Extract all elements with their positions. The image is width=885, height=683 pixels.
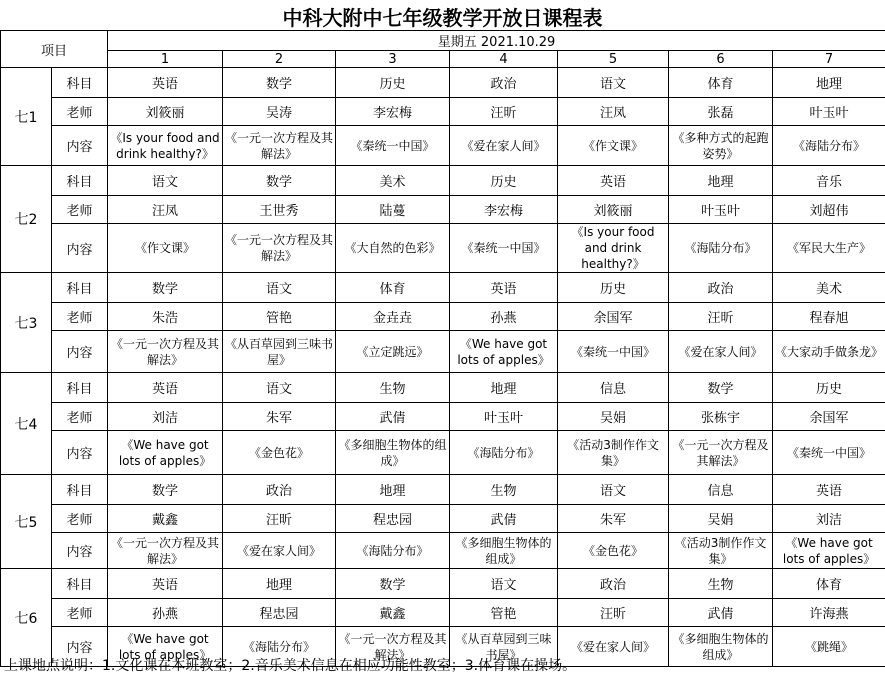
schedule-table — [0, 30, 885, 667]
subject-cell: 美术 — [336, 166, 450, 196]
subject-cell: 数学 — [223, 68, 336, 98]
content-cell: 《We have got lots of apples》 — [108, 627, 223, 667]
teacher-cell: 汪凤 — [108, 196, 223, 224]
subject-cell: 地理 — [223, 569, 336, 599]
subject-cell: 语文 — [223, 273, 336, 303]
field-label-teacher: 老师 — [52, 403, 108, 431]
teacher-cell: 汪昕 — [223, 505, 336, 533]
content-cell: 《立定跳远》 — [336, 331, 450, 373]
class-4-contents-row — [1, 431, 885, 475]
class-5-subjects-row — [1, 475, 885, 505]
subject-cell: 政治 — [669, 273, 773, 303]
teacher-cell: 李宏梅 — [450, 196, 558, 224]
teacher-cell: 叶玉叶 — [773, 98, 885, 126]
content-cell: 《作文课》 — [108, 224, 223, 273]
teacher-cell: 汪昕 — [450, 98, 558, 126]
header-row-date — [1, 31, 885, 51]
content-cell: 《金色花》 — [558, 533, 669, 569]
content-cell: 《一元一次方程及其解法》 — [223, 126, 336, 166]
class-4-subjects-row — [1, 373, 885, 403]
teacher-cell: 武倩 — [336, 403, 450, 431]
class-name-cell: 七3 — [1, 273, 52, 373]
content-cell: 《一元一次方程及其解法》 — [108, 331, 223, 373]
teacher-cell: 吴涛 — [223, 98, 336, 126]
period-header: 7 — [773, 51, 885, 68]
subject-cell: 地理 — [773, 68, 885, 98]
teacher-cell: 金垚垚 — [336, 303, 450, 331]
period-header: 2 — [223, 51, 336, 68]
content-cell: 《多细胞生物体的组成》 — [336, 431, 450, 475]
content-cell: 《爱在家人间》 — [558, 627, 669, 667]
subject-cell: 数学 — [108, 475, 223, 505]
teacher-cell: 武倩 — [669, 599, 773, 627]
class-6-teachers-row — [1, 599, 885, 627]
header-row-periods — [1, 51, 885, 68]
subject-cell: 体育 — [773, 569, 885, 599]
content-cell: 《秦统一中国》 — [773, 431, 885, 475]
teacher-cell: 吴娟 — [669, 505, 773, 533]
subject-cell: 体育 — [669, 68, 773, 98]
content-cell: 《大自然的色彩》 — [336, 224, 450, 273]
teacher-cell: 程春旭 — [773, 303, 885, 331]
subject-cell: 生物 — [450, 475, 558, 505]
item-header: 项目 — [1, 31, 108, 68]
content-cell: 《多细胞生物体的组成》 — [669, 627, 773, 667]
content-cell: 《一元一次方程及其解法》 — [223, 224, 336, 273]
content-cell: 《军民大生产》 — [773, 224, 885, 273]
field-label-teacher: 老师 — [52, 98, 108, 126]
field-label-teacher: 老师 — [52, 599, 108, 627]
field-label-subject: 科目 — [52, 166, 108, 196]
subject-cell: 英语 — [108, 373, 223, 403]
content-cell: 《秦统一中国》 — [336, 126, 450, 166]
subject-cell: 历史 — [336, 68, 450, 98]
class-3-contents-row — [1, 331, 885, 373]
subject-cell: 英语 — [773, 475, 885, 505]
class-2-subjects-row — [1, 166, 885, 196]
teacher-cell: 陆蔓 — [336, 196, 450, 224]
class-2-teachers-row — [1, 196, 885, 224]
page-title: 中科大附中七年级教学开放日课程表 — [282, 6, 603, 30]
teacher-cell: 程忠园 — [223, 599, 336, 627]
teacher-cell: 管艳 — [223, 303, 336, 331]
content-cell: 《爱在家人间》 — [669, 331, 773, 373]
subject-cell: 地理 — [450, 373, 558, 403]
content-cell: 《金色花》 — [223, 431, 336, 475]
period-header: 6 — [669, 51, 773, 68]
subject-cell: 数学 — [108, 273, 223, 303]
content-cell: 《We have got lots of apples》 — [773, 533, 885, 569]
content-cell: 《秦统一中国》 — [558, 331, 669, 373]
subject-cell: 体育 — [336, 273, 450, 303]
teacher-cell: 程忠园 — [336, 505, 450, 533]
teacher-cell: 叶玉叶 — [450, 403, 558, 431]
teacher-cell: 朱军 — [223, 403, 336, 431]
teacher-cell: 许海燕 — [773, 599, 885, 627]
field-label-teacher: 老师 — [52, 303, 108, 331]
teacher-cell: 王世秀 — [223, 196, 336, 224]
teacher-cell: 余国军 — [773, 403, 885, 431]
subject-cell: 语文 — [223, 373, 336, 403]
field-label-content: 内容 — [52, 533, 108, 569]
subject-cell: 地理 — [336, 475, 450, 505]
class-5-teachers-row — [1, 505, 885, 533]
content-cell: 《一元一次方程及其解法》 — [669, 431, 773, 475]
teacher-cell: 刘筱丽 — [558, 196, 669, 224]
subject-cell: 政治 — [223, 475, 336, 505]
subject-cell: 语文 — [450, 569, 558, 599]
content-cell: 《We have got lots of apples》 — [450, 331, 558, 373]
subject-cell: 数学 — [669, 373, 773, 403]
class-1-contents-row — [1, 126, 885, 166]
subject-cell: 音乐 — [773, 166, 885, 196]
field-label-teacher: 老师 — [52, 196, 108, 224]
class-1-subjects-row — [1, 68, 885, 98]
subject-cell: 历史 — [558, 273, 669, 303]
subject-cell: 历史 — [773, 373, 885, 403]
subject-cell: 英语 — [108, 569, 223, 599]
content-cell: 《秦统一中国》 — [450, 224, 558, 273]
content-cell: 《多细胞生物体的组成》 — [450, 533, 558, 569]
teacher-cell: 管艳 — [450, 599, 558, 627]
subject-cell: 政治 — [558, 569, 669, 599]
teacher-cell: 张栋宇 — [669, 403, 773, 431]
teacher-cell: 孙燕 — [450, 303, 558, 331]
location-note: 上课地点说明：1.文化课在本班教室；2.音乐美术信息在相应功能性教室；3.体育课在操场。 — [4, 658, 577, 674]
class-2-contents-row — [1, 224, 885, 273]
content-cell: 《海陆分布》 — [336, 533, 450, 569]
teacher-cell: 叶玉叶 — [669, 196, 773, 224]
content-cell: 《跳绳》 — [773, 627, 885, 667]
teacher-cell: 张磊 — [669, 98, 773, 126]
teacher-cell: 武倩 — [450, 505, 558, 533]
teacher-cell: 孙燕 — [108, 599, 223, 627]
subject-cell: 语文 — [558, 68, 669, 98]
teacher-cell: 朱军 — [558, 505, 669, 533]
class-3-subjects-row — [1, 273, 885, 303]
content-cell: 《爱在家人间》 — [450, 126, 558, 166]
content-cell: 《大家动手做条龙》 — [773, 331, 885, 373]
content-cell: 《Is your food and drink healthy?》 — [108, 126, 223, 166]
field-label-teacher: 老师 — [52, 505, 108, 533]
subject-cell: 美术 — [773, 273, 885, 303]
content-cell: 《海陆分布》 — [773, 126, 885, 166]
content-cell: 《活动3制作作文集》 — [558, 431, 669, 475]
teacher-cell: 刘超伟 — [773, 196, 885, 224]
content-cell: 《海陆分布》 — [669, 224, 773, 273]
subject-cell: 地理 — [669, 166, 773, 196]
subject-cell: 英语 — [450, 273, 558, 303]
subject-cell: 语文 — [558, 475, 669, 505]
field-label-content: 内容 — [52, 126, 108, 166]
subject-cell: 信息 — [558, 373, 669, 403]
subject-cell: 信息 — [669, 475, 773, 505]
period-header: 5 — [558, 51, 669, 68]
class-name-cell: 七6 — [1, 569, 52, 667]
subject-cell: 生物 — [336, 373, 450, 403]
field-label-content: 内容 — [52, 331, 108, 373]
teacher-cell: 刘洁 — [108, 403, 223, 431]
subject-cell: 英语 — [108, 68, 223, 98]
content-cell: 《活动3制作作文集》 — [669, 533, 773, 569]
class-4-teachers-row — [1, 403, 885, 431]
teacher-cell: 戴鑫 — [108, 505, 223, 533]
class-name-cell: 七5 — [1, 475, 52, 569]
field-label-content: 内容 — [52, 627, 108, 667]
content-cell: 《从百草园到三味书屋》 — [223, 331, 336, 373]
class-name-cell: 七1 — [1, 68, 52, 166]
class-1-teachers-row — [1, 98, 885, 126]
subject-cell: 数学 — [336, 569, 450, 599]
field-label-subject: 科目 — [52, 569, 108, 599]
date-header: 星期五 2021.10.29 — [108, 31, 885, 51]
teacher-cell: 朱浩 — [108, 303, 223, 331]
field-label-subject: 科目 — [52, 273, 108, 303]
content-cell: 《作文课》 — [558, 126, 669, 166]
content-cell: 《海陆分布》 — [223, 627, 336, 667]
period-header: 1 — [108, 51, 223, 68]
period-header: 3 — [336, 51, 450, 68]
content-cell: 《一元一次方程及其解法》 — [108, 533, 223, 569]
teacher-cell: 吴娟 — [558, 403, 669, 431]
field-label-content: 内容 — [52, 224, 108, 273]
teacher-cell: 刘筱丽 — [108, 98, 223, 126]
subject-cell: 数学 — [223, 166, 336, 196]
class-name-cell: 七4 — [1, 373, 52, 475]
content-cell: 《海陆分布》 — [450, 431, 558, 475]
teacher-cell: 汪昕 — [558, 599, 669, 627]
class-3-teachers-row — [1, 303, 885, 331]
content-cell: 《一元一次方程及其解法》 — [336, 627, 450, 667]
subject-cell: 语文 — [108, 166, 223, 196]
content-cell: 《从百草园到三味书屋》 — [450, 627, 558, 667]
subject-cell: 英语 — [558, 166, 669, 196]
subject-cell: 政治 — [450, 68, 558, 98]
field-label-subject: 科目 — [52, 68, 108, 98]
class-5-contents-row — [1, 533, 885, 569]
teacher-cell: 李宏梅 — [336, 98, 450, 126]
content-cell: 《爱在家人间》 — [223, 533, 336, 569]
teacher-cell: 余国军 — [558, 303, 669, 331]
class-6-subjects-row — [1, 569, 885, 599]
teacher-cell: 汪凤 — [558, 98, 669, 126]
subject-cell: 生物 — [669, 569, 773, 599]
field-label-subject: 科目 — [52, 373, 108, 403]
teacher-cell: 汪昕 — [669, 303, 773, 331]
teacher-cell: 刘洁 — [773, 505, 885, 533]
subject-cell: 历史 — [450, 166, 558, 196]
period-header: 4 — [450, 51, 558, 68]
teacher-cell: 戴鑫 — [336, 599, 450, 627]
class-name-cell: 七2 — [1, 166, 52, 273]
field-label-subject: 科目 — [52, 475, 108, 505]
content-cell: 《多种方式的起跑姿势》 — [669, 126, 773, 166]
field-label-content: 内容 — [52, 431, 108, 475]
content-cell: 《Is your food and drink healthy?》 — [558, 224, 669, 273]
content-cell: 《We have got lots of apples》 — [108, 431, 223, 475]
